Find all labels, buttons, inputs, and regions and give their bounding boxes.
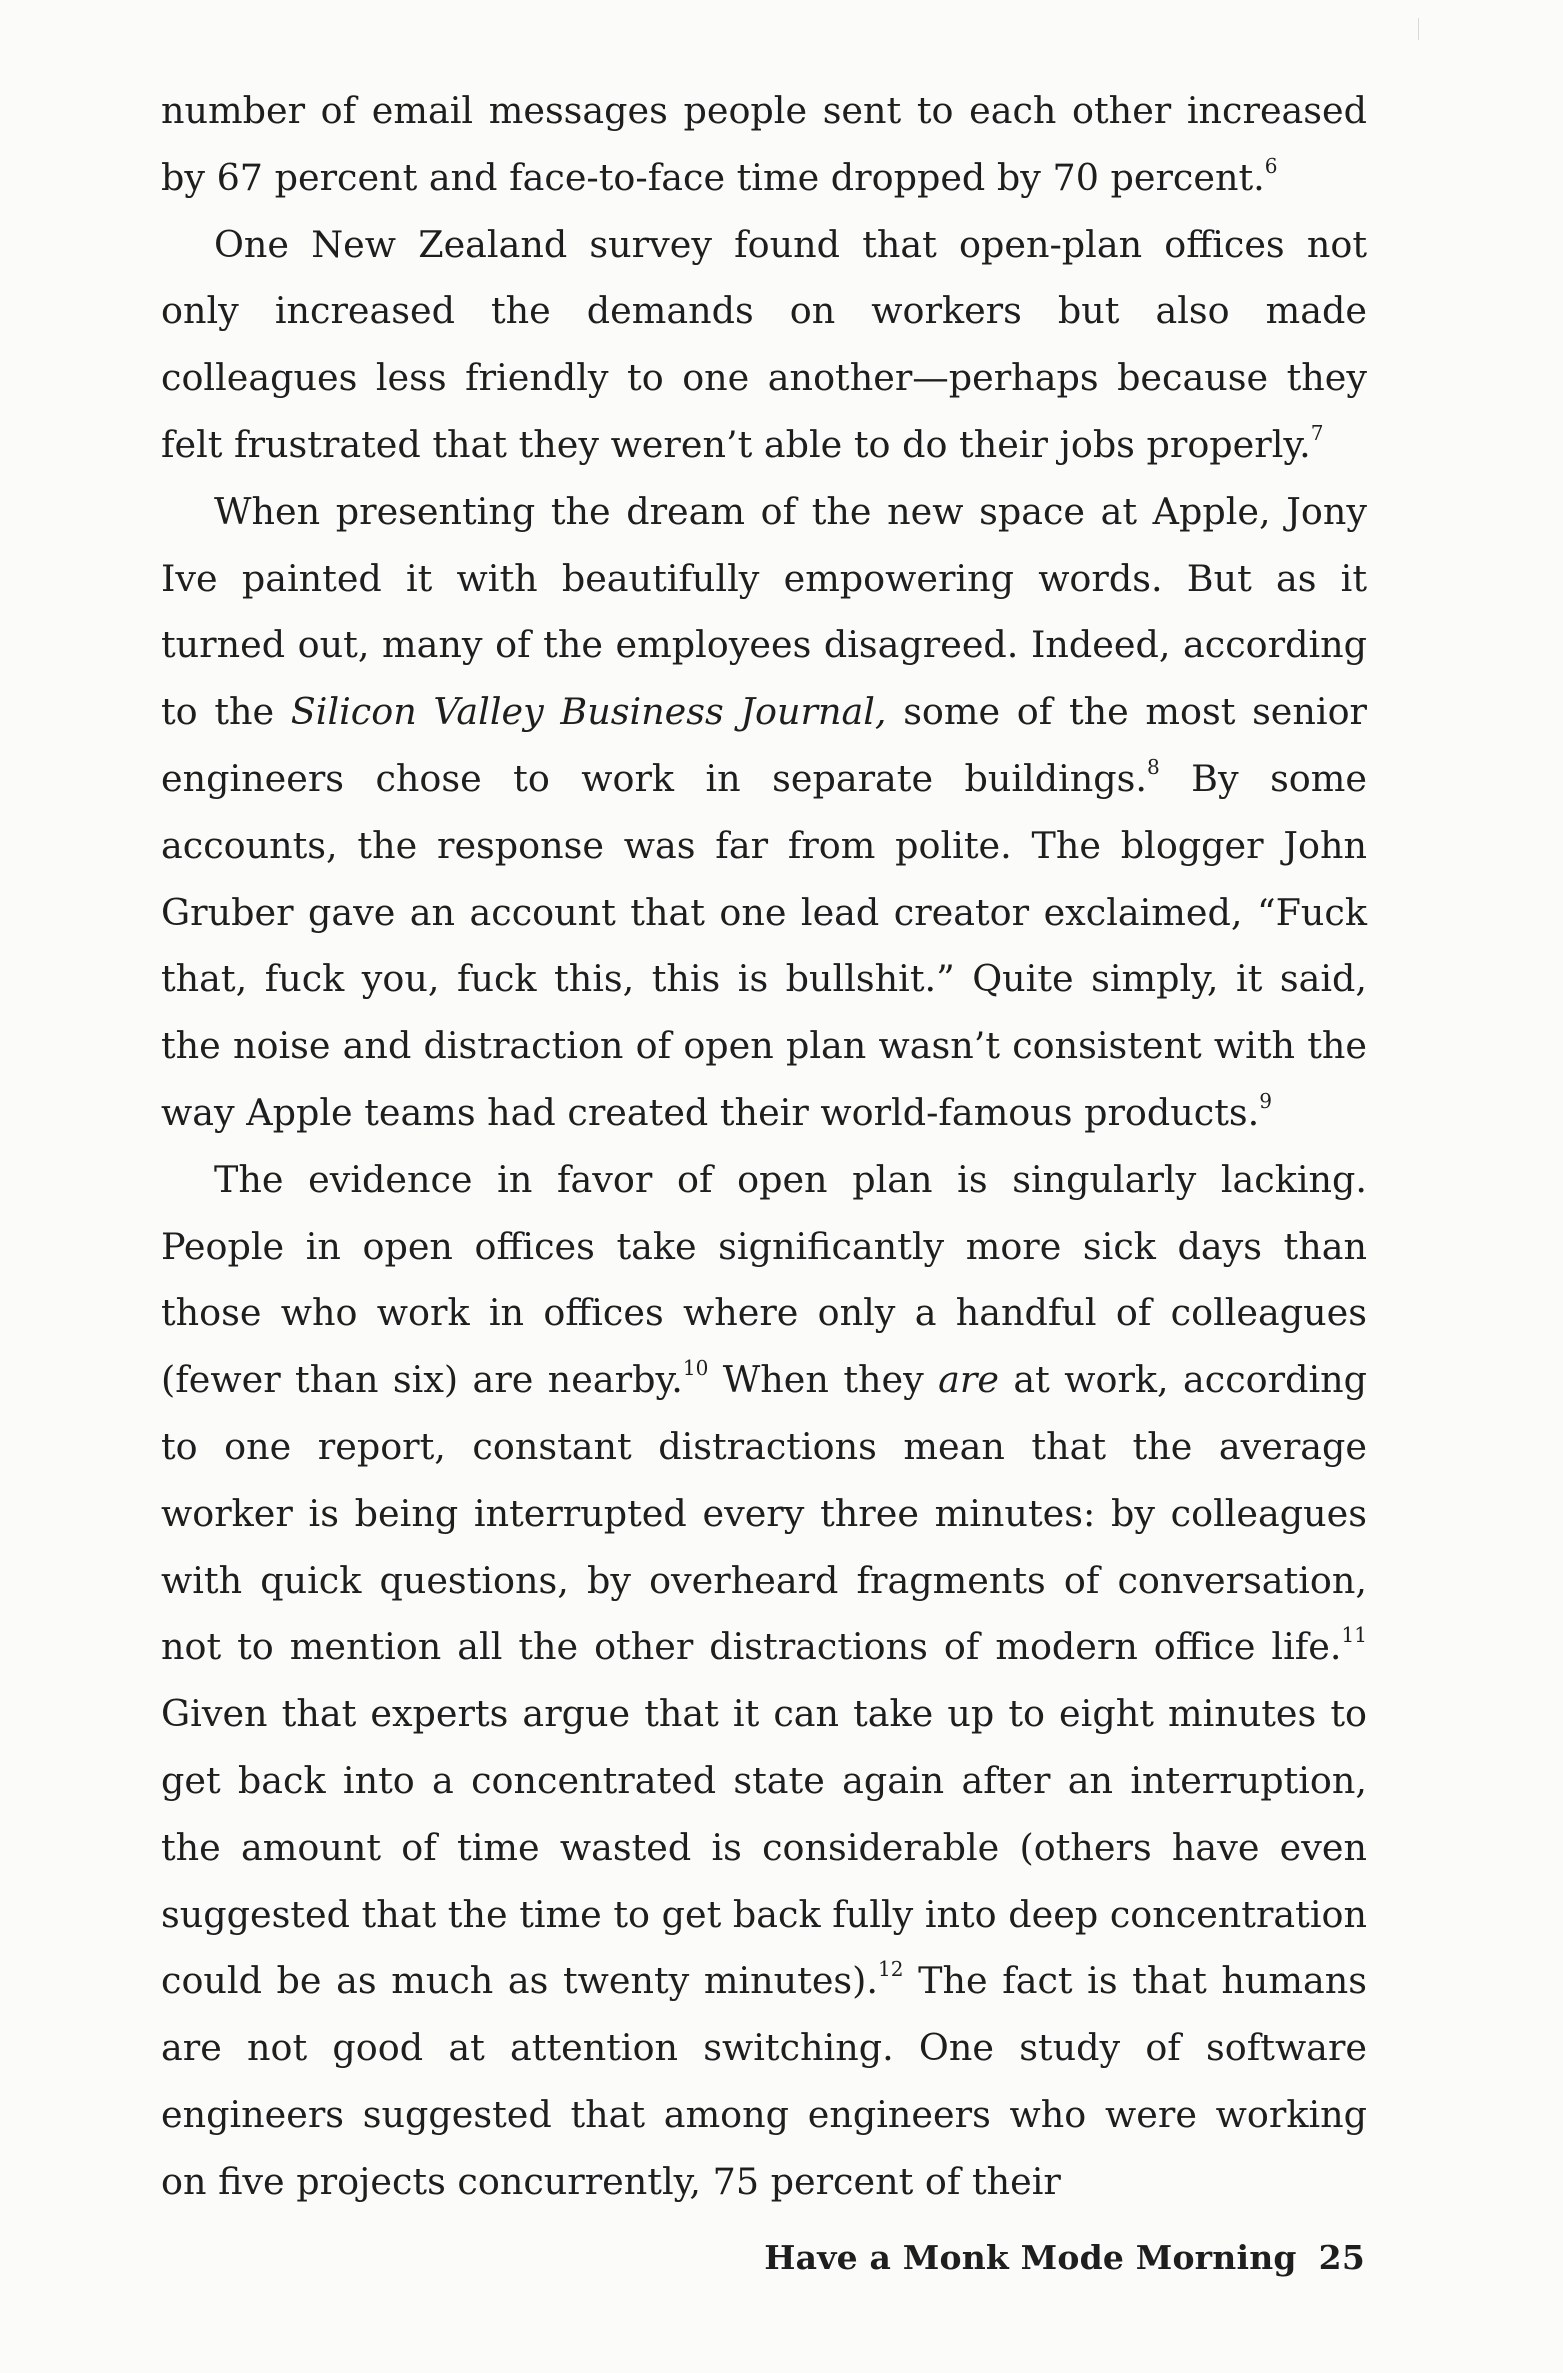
text-run: When they (708, 1358, 939, 1402)
footnote-marker: 9 (1259, 1088, 1272, 1113)
text-run: number of email messages people sent to each other increased by 67 percent and face-to-face time dropped by 70 percent. (161, 89, 1367, 199)
footnote-marker: 11 (1341, 1623, 1367, 1648)
footnote-marker: 10 (682, 1356, 709, 1381)
text-run: The fact is that humans are not good at attention switching. One study of software engineers suggested that among engineers who were working on five projects concurrently, 75 percent of their (161, 1959, 1367, 2203)
footnote-marker: 6 (1264, 153, 1278, 178)
footnote-marker: 12 (878, 1957, 904, 1982)
text-run: One New Zealand survey found that open-plan offices not only increased the demands on workers but also made colleagues less friendly to one another—perhaps because they felt frustrated that they weren’t able to do their jobs properly. (161, 222, 1367, 466)
paragraph (161, 479, 1367, 1147)
footnote-marker: 7 (1310, 420, 1324, 445)
text-run: By some accounts, the response was far from polite. The blogger John Gruber gave an account that one lead creator exclaimed, “Fuck that, fuck you, fuck this, this is bullshit.” Quite simply, it said, the noise and distraction of open plan wasn’t consistent with the way Apple teams had created their world-famous products. (161, 756, 1367, 1134)
paragraph (161, 212, 1367, 479)
text-run: some of the most senior engineers chose to work in separate buildings. (161, 690, 1367, 800)
italic-text: are (938, 1358, 999, 1402)
running-head: Have a Monk Mode Morning (764, 2238, 1297, 2277)
page-footer (764, 2238, 1365, 2277)
body-text (161, 78, 1367, 2216)
text-run: When presenting the dream of the new space at Apple, Jony Ive painted it with beautifully empowering words. But as it turned out, many of the employees disagreed. Indeed, according to the (161, 489, 1367, 734)
paragraph (161, 78, 1367, 212)
scan-artifact-line (1418, 18, 1419, 40)
text-run: at work, according to one report, constant distractions mean that the average worker is being interrupted every three minutes: by colleagues with quick questions, by overheard fragments of conversation, not to mention all the other distractions of modern office life. (161, 1358, 1368, 1669)
text-run: The evidence in favor of open plan is singularly lacking. People in open offices take significantly more sick days than those who work in offices where only a handful of colleagues (fewer than six) are nearby. (161, 1157, 1367, 1402)
paragraph (161, 1147, 1367, 2216)
italic-text: Silicon Valley Business Journal, (290, 690, 887, 734)
page-number: 25 (1318, 2238, 1365, 2277)
text-run: Given that experts argue that it can take up to eight minutes to get back into a concentrated state again after an interruption, the amount of time wasted is considerable (others have even suggested that the time to get back fully into deep concentration could be as much as twenty minutes). (161, 1692, 1367, 2003)
footnote-marker: 8 (1146, 754, 1160, 779)
